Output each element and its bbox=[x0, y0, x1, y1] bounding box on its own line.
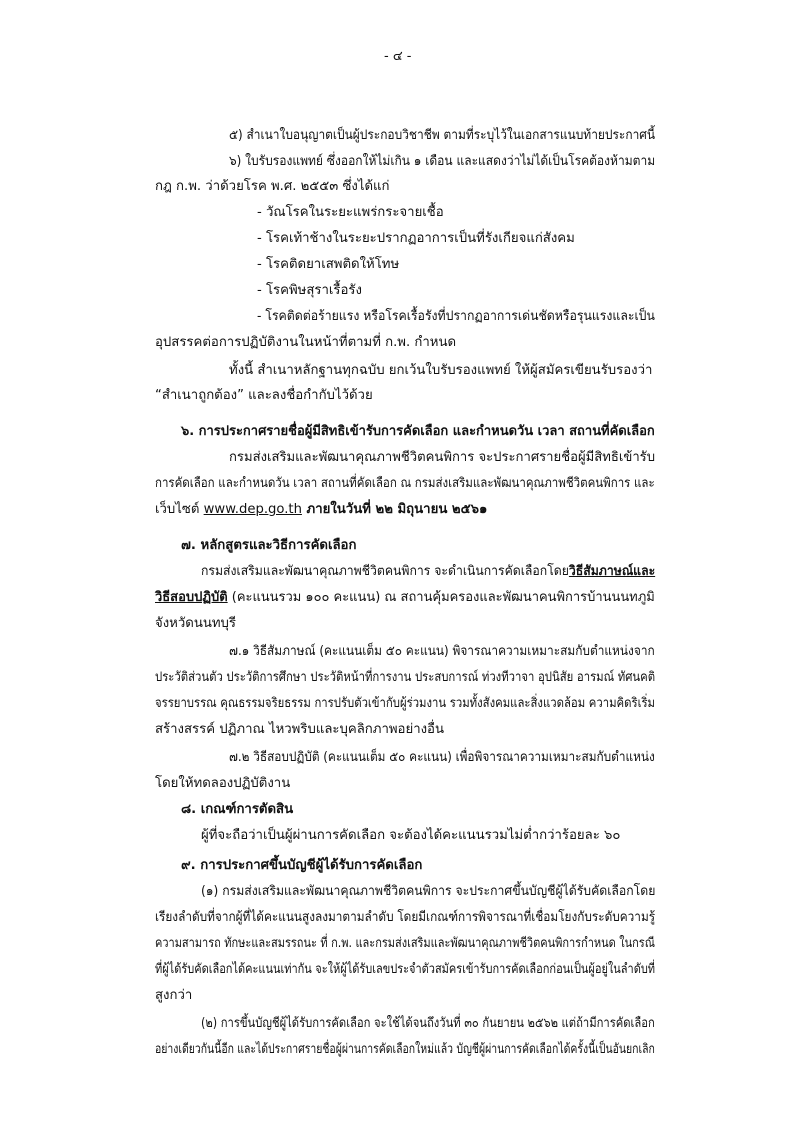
section-7-1-line-4: สร้างสรรค์ ปฏิภาณ ไหวพริบและบุคลิกภาพอย่างอื่น bbox=[155, 722, 444, 737]
disease-continued: อุปสรรคต่อการปฏิบัติงานในหน้าที่ตามที่ ก.พ. กำหนด bbox=[155, 335, 457, 350]
section-7-para-2 bbox=[155, 589, 655, 607]
section-9-1-line-4: ที่ผู้ได้รับคัดเลือกได้คะแนนเท่ากัน จะให้ผู้ได้รับเลขประจำตัวสมัครเข้ารับการคัดเลือกก่อนเป็นผู้อยู่ในลำดับที่ bbox=[155, 962, 656, 977]
section-7-heading: ๗. หลักสูตรและวิธีการคัดเลือก bbox=[181, 538, 357, 553]
section-8-para: ผู้ที่จะถือว่าเป็นผู้ผ่านการคัดเลือก จะต้องได้คะแนนรวมไม่ต่ำกว่าร้อยละ ๖๐ bbox=[201, 828, 621, 843]
section-9-1-line-2: เรียงลำดับที่จากผู้ที่ได้คะแนนสูงลงมาตามลำดับ โดยมีเกณฑ์การพิจารณาที่เชื่อมโยงกับระดับความรู้ bbox=[155, 910, 656, 925]
website-link[interactable]: www.dep.go.th bbox=[203, 502, 302, 517]
disease-alcoholism: - โรคพิษสุราเรื้อรัง bbox=[257, 283, 362, 298]
section-6-para-1: กรมส่งเสริมและพัฒนาคุณภาพชีวิตคนพิการ จะประกาศรายชื่อผู้มีสิทธิเข้ารับ bbox=[229, 450, 656, 465]
section-9-1-line-5: สูงกว่า bbox=[155, 988, 193, 1003]
section-6-para-3 bbox=[155, 501, 487, 519]
section-9-2-line-1: (๒) การขึ้นบัญชีผู้ได้รับการคัดเลือก จะใช้ได้จนถึงวันที่ ๓๐ กันยายน ๒๕๖๒ แต่ถ้ามีการคัดเลือก bbox=[201, 1016, 655, 1031]
section-7-province: จังหวัดนนทบุรี bbox=[155, 616, 237, 631]
section-8-heading: ๘. เกณฑ์การตัดสิน bbox=[181, 802, 294, 817]
certify-note: ทั้งนี้ สำเนาหลักฐานทุกฉบับ ยกเว้นใบรับรองแพทย์ ให้ผู้สมัครเขียนรับรองว่า bbox=[229, 363, 653, 378]
disease-elephantiasis: - โรคเท้าช้างในระยะปรากฏอาการเป็นที่รังเกียจแก่สังคม bbox=[257, 231, 575, 246]
disease-serious-contagious: - โรคติดต่อร้ายแรง หรือโรคเรื้อรังที่ปรากฏอาการเด่นชัดหรือรุนแรงและเป็น bbox=[257, 309, 655, 324]
section-6-para-2: การคัดเลือก และกำหนดวัน เวลา สถานที่คัดเลือก ณ กรมส่งเสริมและพัฒนาคุณภาพชีวิตคนพิการ และ bbox=[155, 476, 655, 491]
section-7-2-line-2: โดยให้ทดลองปฏิบัติงาน bbox=[155, 776, 291, 791]
section-7-2-line-1: ๗.๒ วิธีสอบปฏิบัติ (คะแนนเต็ม ๕๐ คะแนน) เพื่อพิจารณาความเหมาะสมกับตำแหน่ง bbox=[229, 750, 655, 765]
section-7-para-1 bbox=[201, 563, 655, 581]
section-7-score-location: (คะแนนรวม ๑๐๐ คะแนน) ณ สถานคุ้มครองและพัฒนาคนพิการบ้านนนทภูมิ bbox=[227, 590, 655, 605]
section-9-2-line-2: อย่างเดียวกันนี้อีก และได้ประกาศรายชื่อผู้ผ่านการคัดเลือกใหม่แล้ว บัญชีผู้ผ่านการคัดเลือกได้ครั้งนี้เป็นอันยกเลิก bbox=[155, 1042, 655, 1057]
section-6-heading: ๖. การประกาศรายชื่อผู้มีสิทธิเข้ารับการคัดเลือก และกำหนดวัน เวลา สถานที่คัดเลือก bbox=[181, 424, 655, 439]
section-7-1-line-2: ประวัติส่วนตัว ประวัติการศึกษา ประวัติหน้าที่การงาน ประสบการณ์ ท่วงทีวาจา อุปนิสัย อารมณ์ ทัศนคติ bbox=[155, 670, 656, 685]
disease-drug-addiction: - โรคติดยาเสพติดให้โทษ bbox=[257, 257, 400, 272]
section-9-1-line-3: ความสามารถ ทักษะและสมรรถนะ ที่ ก.พ. และกรมส่งเสริมและพัฒนาคุณภาพชีวิตคนพิการกำหนด ในกรณี bbox=[155, 936, 655, 951]
method-interview: วิธีสัมภาษณ์และ bbox=[568, 564, 656, 579]
website-label: เว็บไซต์ bbox=[155, 502, 204, 517]
disease-tuberculosis: - วัณโรคในระยะแพร่กระจายเชื้อ bbox=[257, 205, 444, 220]
section-7-1-line-1: ๗.๑ วิธีสัมภาษณ์ (คะแนนเต็ม ๕๐ คะแนน) พิจารณาความเหมาะสมกับตำแหน่งจาก bbox=[229, 644, 655, 659]
item-5-license-copy: ๕) สำเนาใบอนุญาตเป็นผู้ประกอบวิชาชีพ ตามที่ระบุไว้ในเอกสารแนบท้ายประกาศนี้ bbox=[229, 128, 656, 143]
section-9-1-line-1: (๑) กรมส่งเสริมและพัฒนาคุณภาพชีวิตคนพิการ จะประกาศขึ้นบัญชีผู้ได้รับคัดเลือกโดย bbox=[201, 884, 656, 899]
section-7-intro: กรมส่งเสริมและพัฒนาคุณภาพชีวิตคนพิการ จะดำเนินการคัดเลือกโดย bbox=[201, 564, 569, 579]
method-practical: วิธีสอบปฏิบัติ bbox=[155, 590, 228, 605]
item-6-continued: กฎ ก.พ. ว่าด้วยโรค พ.ศ. ๒๕๕๓ ซึ่งได้แก่ bbox=[155, 179, 390, 194]
page-number: - ๔ - bbox=[384, 49, 412, 64]
section-7-1-line-3: จรรยาบรรณ คุณธรรมจริยธรรม การปรับตัวเข้ากับผู้ร่วมงาน รวมทั้งสังคมและสิ่งแวดล้อม ความคิดริเริ่ม bbox=[155, 696, 656, 711]
section-9-heading: ๙. การประกาศขึ้นบัญชีผู้ได้รับการคัดเลือก bbox=[181, 858, 423, 873]
item-6-medical-certificate: ๖) ใบรับรองแพทย์ ซึ่งออกให้ไม่เกิน ๑ เดือน และแสดงว่าไม่ได้เป็นโรคต้องห้ามตาม bbox=[229, 154, 656, 169]
certify-note-continued: “สำเนาถูกต้อง” และลงชื่อกำกับไว้ด้วย bbox=[155, 388, 373, 403]
announce-date: ภายในวันที่ ๒๒ มิถุนายน ๒๕๖๑ bbox=[301, 502, 488, 517]
